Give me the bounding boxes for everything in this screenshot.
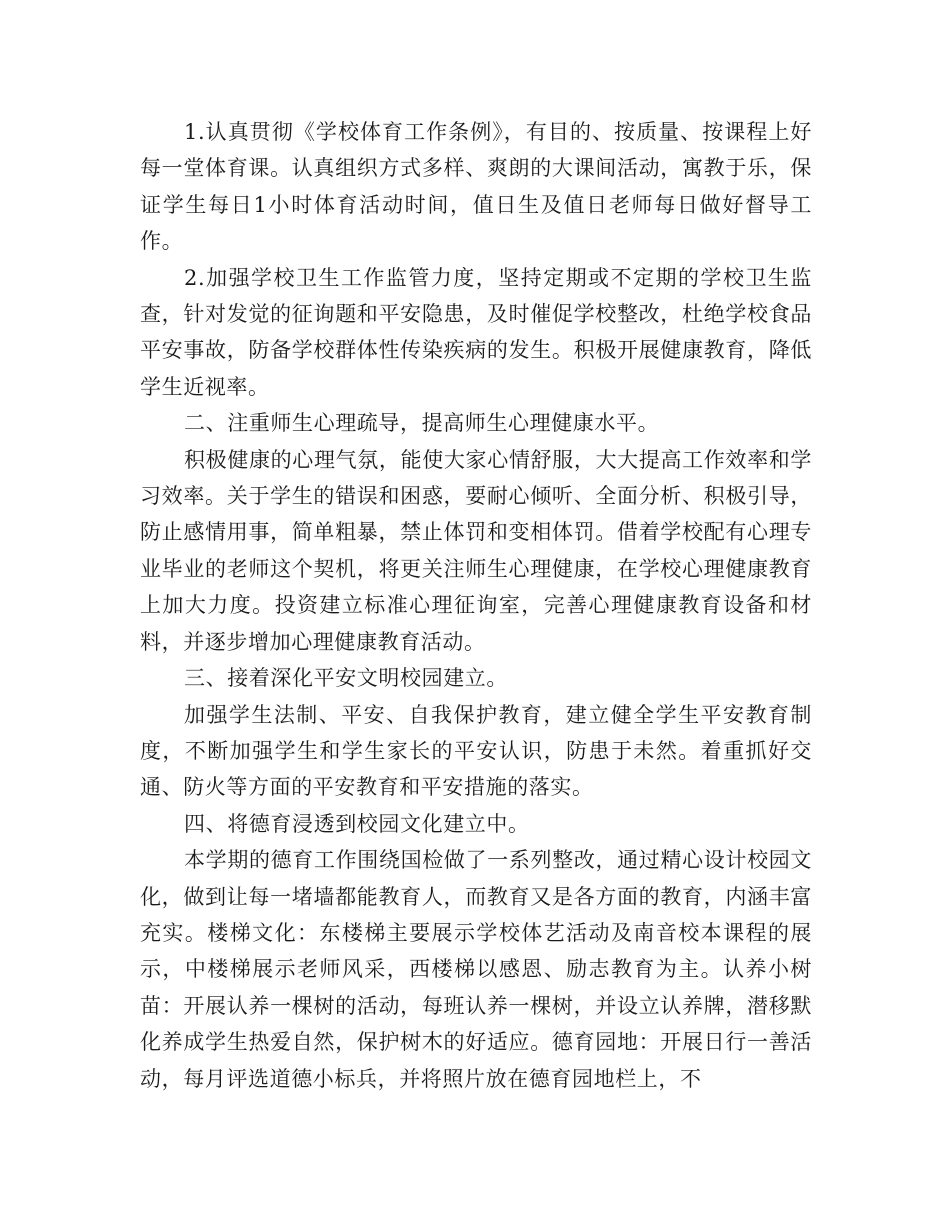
section-heading-culture: 四、将德育浸透到校园文化建立中。 [184, 811, 530, 836]
paragraph-sports-work: 1.认真贯彻《学校体育工作条例》，有目的、按质量、按课程上好每一堂体育课。认真组织方式多样、爽朗的大课间活动，寓教于乐，保证学生每日1小时体育活动时间，值日生及值日老师每日做好督导工作。 [140, 120, 812, 254]
paragraph-health-work: 2.加强学校卫生工作监管力度，坚持定期或不定期的学校卫生监查，针对发觉的征询题和平安隐患，及时催促学校整改，杜绝学校食品平安事故，防备学校群体性传染疾病的发生。积极开展健康教育，降低学生近视率。 [140, 265, 812, 399]
paragraph-culture: 本学期的德育工作围绕国检做了一系列整改，通过精心设计校园文化，做到让每一堵墙都能教育人，而教育又是各方面的教育，内涵丰富充实。楼梯文化：东楼梯主要展示学校体艺活动及南音校本课程的展示，中楼梯展示老师风采，西楼梯以感恩、励志教育为主。认养小树苗：开展认养一棵树的活动，每班认养一棵树，并设立认养牌，潜移默化养成学生热爱自然，保护树木的好适应。德育园地：开展日行一善活动，每月评选道德小标兵，并将照片放在德育园地栏上，不 [140, 848, 812, 1091]
paragraph-safety: 加强学生法制、平安、自我保护教育，建立健全学生平安教育制度，不断加强学生和学生家长的平安认识，防患于未然。着重抓好交通、防火等方面的平安教育和平安措施的落实。 [140, 702, 812, 800]
section-heading-safety: 三、接着深化平安文明校园建立。 [184, 666, 508, 691]
section-heading-psychology: 二、注重师生心理疏导，提高师生心理健康水平。 [184, 411, 660, 436]
paragraph-psychology: 积极健康的心理气氛，能使大家心情舒服，大大提高工作效率和学习效率。关于学生的错误和困惑，要耐心倾听、全面分析、积极引导，防止感情用事，简单粗暴，禁止体罚和变相体罚。借着学校配有心理专业毕业的老师这个契机，将更关注师生心理健康，在学校心理健康教育上加大力度。投资建立标准心理征询室，完善心理健康教育设备和材料，并逐步增加心理健康教育活动。 [140, 447, 812, 654]
document-body [140, 114, 812, 1097]
